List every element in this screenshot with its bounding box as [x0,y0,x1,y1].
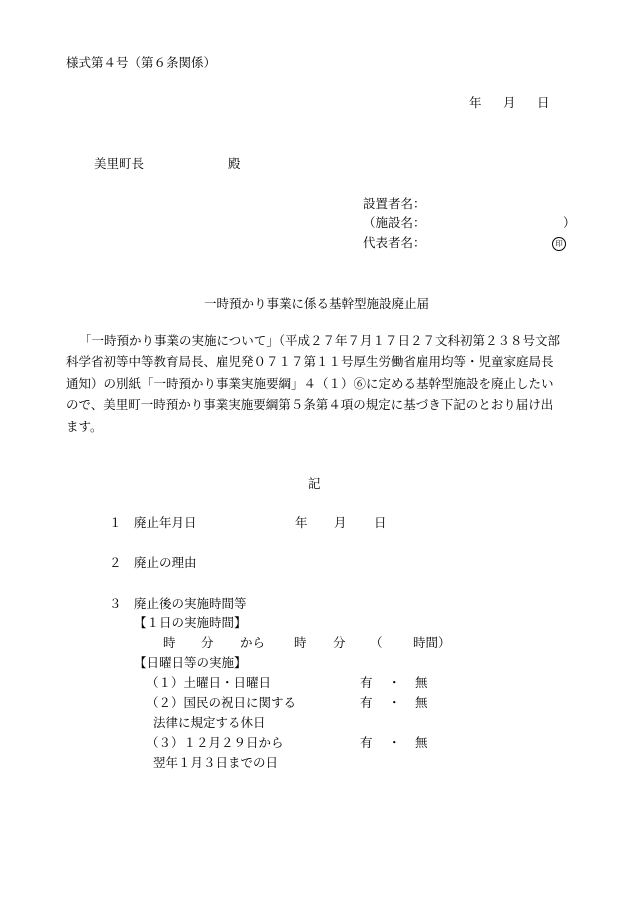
holiday-row-1-label: （１）土曜日・日曜日 [146,675,272,690]
holiday-row-2-no: 無 [415,695,428,710]
representative-label: 代表者名： [363,235,426,250]
hours-paren-open: （ [370,635,383,650]
date-month: 月 [503,95,516,110]
holiday-row-1-yes: 有 [360,675,373,690]
item-2-label: 廃止の理由 [134,555,197,570]
hours-start-minute: 分 [201,635,214,650]
holiday-row-1-dot: ・ [388,675,401,690]
facility-close: ） [563,215,576,230]
holiday-row-2-cont: 法律に規定する休日 [153,715,266,730]
addressee-honorific: 殿 [228,156,241,171]
holiday-row-3-cont: 翌年１月３日までの日 [153,755,279,770]
holiday-row-3-dot: ・ [388,735,401,750]
holiday-row-2-dot: ・ [388,695,401,710]
holiday-row-1-no: 無 [415,675,428,690]
date-year: 年 [469,95,482,110]
body-paragraph: 「一時預かり事業の実施について」（平成２７年７月１７日２７文科初第２３８号文部科学省初等中等教育局長、雇児発０７１７第１１号厚生労働省雇用均等・児童家庭局長通知）の別紙「一時預かり事業実施要綱」４（１）⑥に定める基幹型施設を廃止したいので、美里町一時預かり事業実施要綱第５条第４項の規定に基づき下記のとおり届け出ます。 [66,333,561,434]
item-1-label: 廃止年月日 [134,515,197,530]
item-3-number: ３ [109,596,122,611]
facility-open: （施設名： [363,215,426,230]
hours-kara: から [240,635,266,650]
holidays-heading: 【日曜日等の実施】 [134,655,247,670]
form-label: 様式第４号（第６条関係） [66,55,217,70]
hours-start-hour: 時 [163,635,176,650]
item-1-number: １ [109,515,122,530]
date-day: 日 [537,95,550,110]
item-1-day: 日 [374,515,387,530]
item-2-number: ２ [109,555,122,570]
item-3-label: 廃止後の実施時間等 [134,596,247,611]
item-1-month: 月 [334,515,347,530]
hours-heading: 【１日の実施時間】 [134,615,247,630]
hours-end-hour: 時 [294,635,307,650]
holiday-row-2-label: （２）国民の祝日に関する [146,695,297,710]
holiday-row-3-no: 無 [415,735,428,750]
document-title: 一時預かり事業に係る基幹型施設廃止届 [204,296,430,311]
addressee-name: 美里町長 [94,156,145,171]
ki-heading: 記 [308,476,321,491]
holiday-row-3-yes: 有 [360,735,373,750]
seal-mark [552,235,566,251]
item-1-year: 年 [295,515,308,530]
hours-total: 時間） [413,635,451,650]
holiday-row-2-yes: 有 [360,695,373,710]
holiday-row-3-label: （３）１２月２９日から [146,735,284,750]
seal-icon: 印 [552,237,566,251]
installer-label: 設置者名： [363,196,426,211]
hours-end-minute: 分 [333,635,346,650]
